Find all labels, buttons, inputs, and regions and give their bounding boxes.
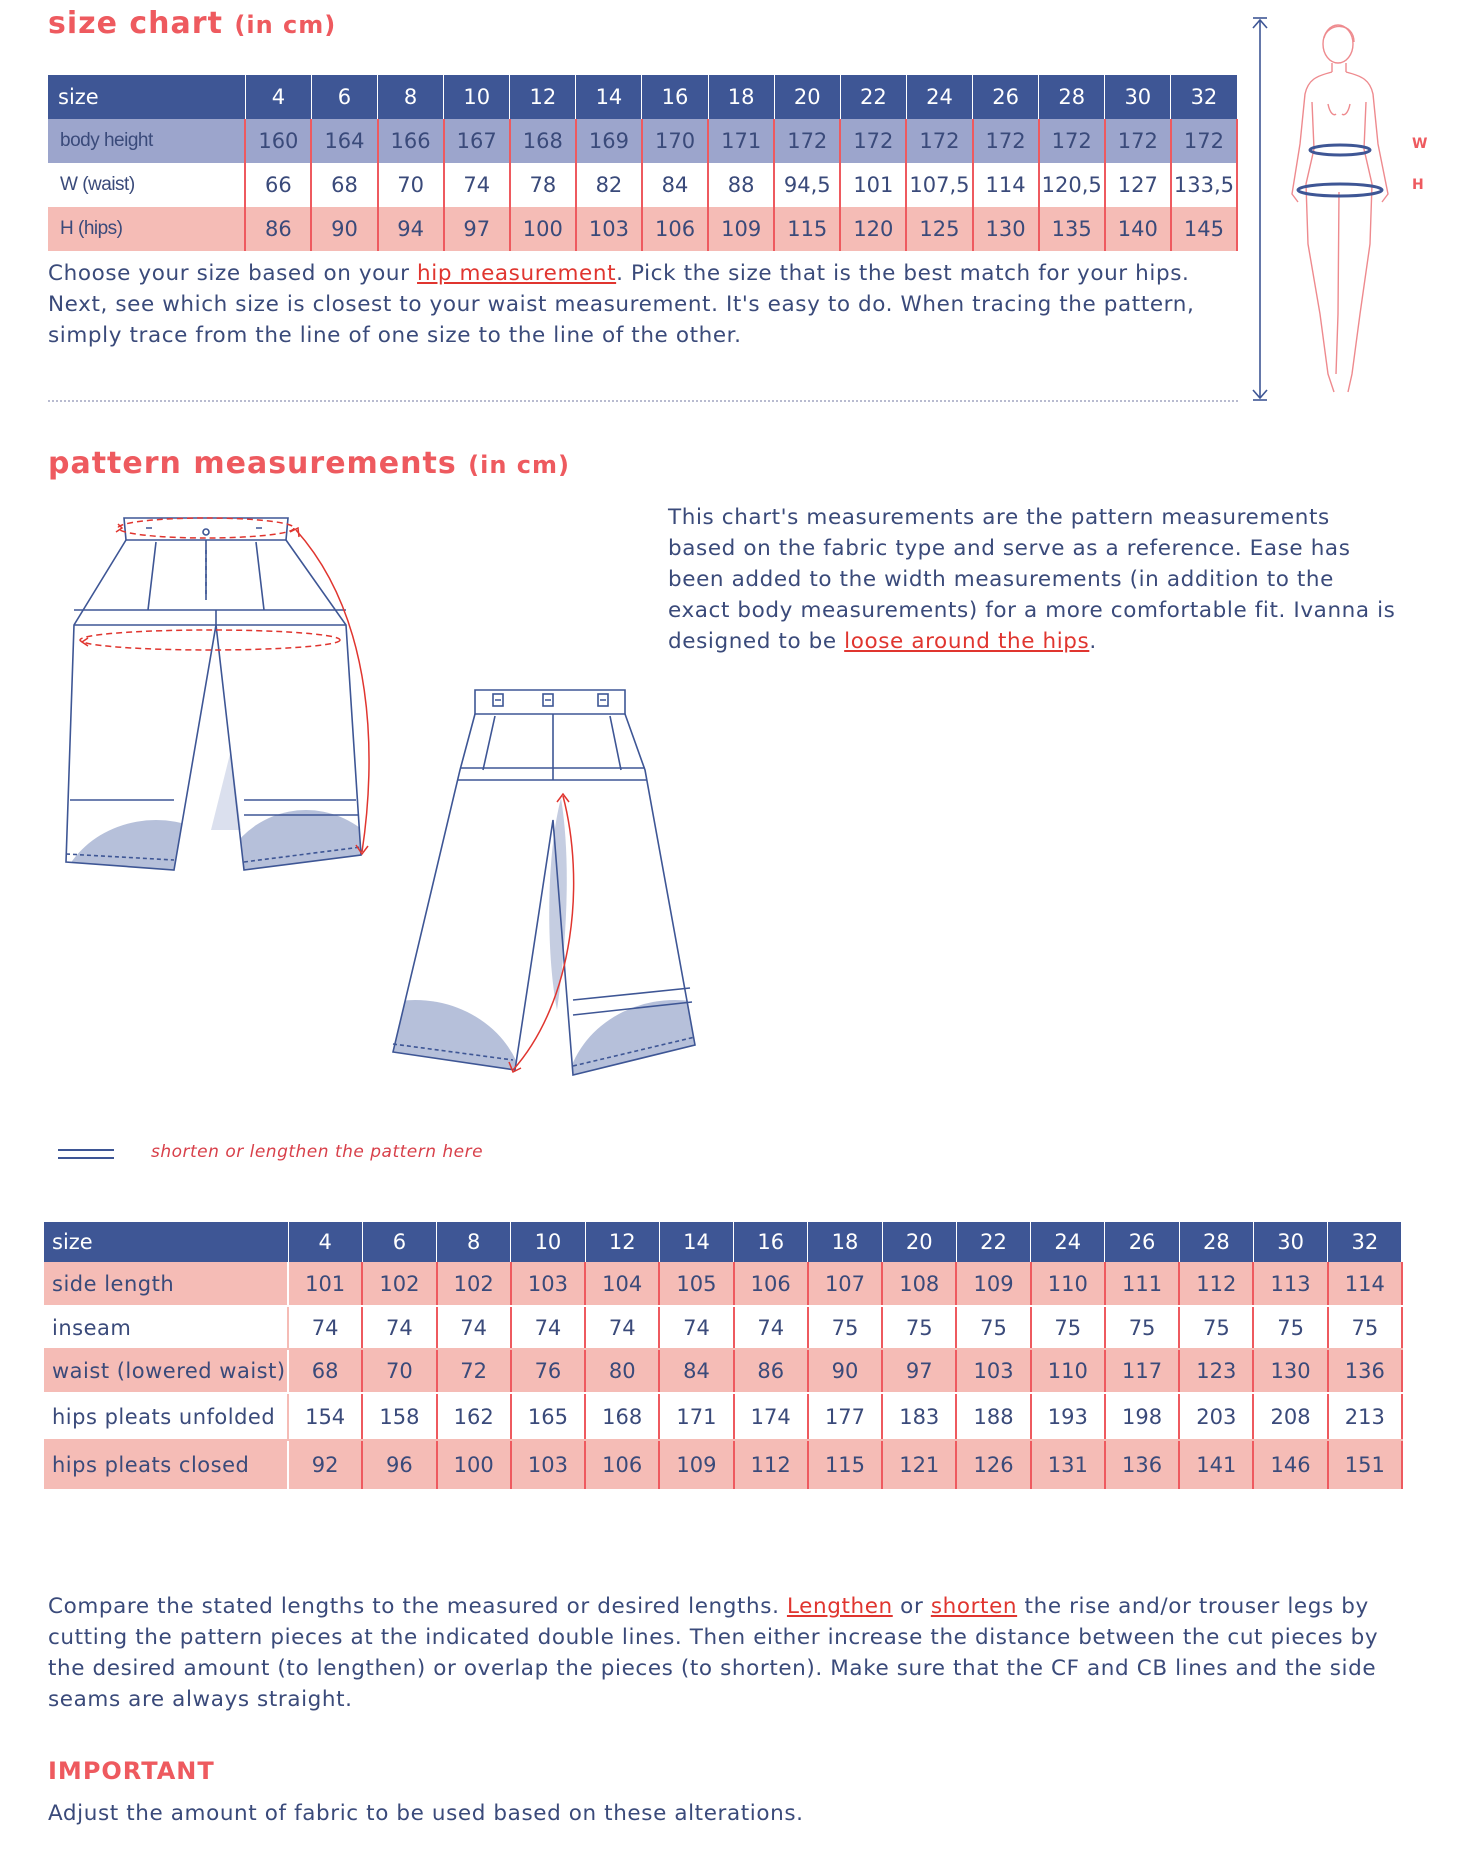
size-note-text-a: Choose your size based on your — [48, 261, 418, 286]
pattern-value-cell: 126 — [956, 1440, 1030, 1490]
hip-measurement-link[interactable]: hip measurement — [417, 261, 617, 286]
pattern-value-cell: 75 — [1253, 1306, 1327, 1349]
pattern-row — [44, 1440, 1402, 1490]
size-header-cell: 20 — [774, 75, 840, 119]
value-cell: 78 — [510, 163, 576, 207]
size-header-cell: 22 — [840, 75, 906, 119]
pattern-size-header-cell: 6 — [362, 1222, 436, 1262]
pattern-unit: (in cm) — [468, 451, 571, 479]
value-cell: 100 — [510, 207, 576, 251]
pattern-size-header-label: size — [44, 1222, 288, 1262]
value-cell: 115 — [774, 207, 840, 251]
size-header-cell: 16 — [642, 75, 708, 119]
pattern-value-cell: 72 — [437, 1349, 511, 1393]
pattern-value-cell: 86 — [734, 1349, 808, 1393]
pattern-row-label: inseam — [44, 1306, 288, 1349]
value-cell: 103 — [576, 207, 642, 251]
pattern-value-cell: 110 — [1031, 1349, 1105, 1393]
size-header-cell: 6 — [311, 75, 377, 119]
pattern-value-cell: 102 — [362, 1262, 436, 1306]
pattern-value-cell: 80 — [585, 1349, 659, 1393]
trousers-front-illustration — [56, 500, 396, 900]
pattern-value-cell: 141 — [1179, 1440, 1253, 1490]
value-cell: 94 — [378, 207, 444, 251]
value-cell: 145 — [1171, 207, 1237, 251]
pattern-value-cell: 113 — [1253, 1262, 1327, 1306]
pattern-value-cell: 103 — [511, 1262, 585, 1306]
pattern-value-cell: 158 — [362, 1393, 436, 1440]
pattern-size-header-cell: 12 — [585, 1222, 659, 1262]
pattern-value-cell: 213 — [1328, 1393, 1402, 1440]
pattern-row-label: side length — [44, 1262, 288, 1306]
value-cell: 171 — [708, 119, 774, 163]
pattern-value-cell: 123 — [1179, 1349, 1253, 1393]
pattern-value-cell: 112 — [734, 1440, 808, 1490]
pattern-value-cell: 130 — [1253, 1349, 1327, 1393]
pattern-value-cell: 171 — [659, 1393, 733, 1440]
pattern-desc-text-b: . — [1089, 629, 1097, 654]
pattern-value-cell: 183 — [882, 1393, 956, 1440]
pattern-value-cell: 90 — [808, 1349, 882, 1393]
pattern-value-cell: 193 — [1031, 1393, 1105, 1440]
pattern-value-cell: 111 — [1105, 1262, 1179, 1306]
pattern-size-header-cell: 4 — [288, 1222, 362, 1262]
size-header-cell: 32 — [1171, 75, 1237, 119]
pattern-size-header-cell: 28 — [1179, 1222, 1253, 1262]
pattern-row-label: hips pleats closed — [44, 1440, 288, 1490]
pattern-value-cell: 108 — [882, 1262, 956, 1306]
pattern-value-cell: 74 — [288, 1306, 362, 1349]
pattern-value-cell: 102 — [437, 1262, 511, 1306]
pattern-value-cell: 74 — [734, 1306, 808, 1349]
value-cell: 88 — [708, 163, 774, 207]
pattern-value-cell: 146 — [1253, 1440, 1327, 1490]
pattern-size-header-cell: 8 — [437, 1222, 511, 1262]
size-header-cell: 14 — [576, 75, 642, 119]
shorten-link[interactable]: shorten — [930, 1594, 1018, 1619]
pattern-value-cell: 75 — [1031, 1306, 1105, 1349]
pattern-value-cell: 208 — [1253, 1393, 1327, 1440]
value-cell: 94,5 — [774, 163, 840, 207]
pattern-value-cell: 110 — [1031, 1262, 1105, 1306]
pattern-value-cell: 115 — [808, 1440, 882, 1490]
lengthen-link[interactable]: Lengthen — [786, 1594, 893, 1619]
value-cell: 133,5 — [1171, 163, 1237, 207]
value-cell: 70 — [378, 163, 444, 207]
pattern-measurements-table — [44, 1222, 1403, 1491]
pattern-value-cell: 154 — [288, 1393, 362, 1440]
pattern-value-cell: 109 — [956, 1262, 1030, 1306]
pattern-value-cell: 136 — [1105, 1440, 1179, 1490]
value-cell: 172 — [973, 119, 1039, 163]
pattern-value-cell: 109 — [659, 1440, 733, 1490]
pattern-value-cell: 74 — [437, 1306, 511, 1349]
waist-marker-label: W — [1412, 136, 1428, 152]
pattern-value-cell: 136 — [1328, 1349, 1402, 1393]
trousers-back-illustration — [385, 680, 725, 1080]
value-cell: 114 — [973, 163, 1039, 207]
legend-caption: shorten or lengthen the pattern here — [151, 1142, 484, 1162]
hips-marker-icon — [1298, 184, 1382, 196]
size-chart-title — [48, 6, 336, 41]
instructions-text-a: Compare the stated lengths to the measured or desired lengths. — [48, 1594, 787, 1619]
size-header-label: size — [48, 75, 245, 119]
pattern-value-cell: 106 — [585, 1440, 659, 1490]
value-cell: 66 — [245, 163, 311, 207]
pattern-value-cell: 165 — [511, 1393, 585, 1440]
size-header-cell: 18 — [708, 75, 774, 119]
pattern-row — [44, 1306, 1402, 1349]
pattern-value-cell: 68 — [288, 1349, 362, 1393]
waist-marker-icon — [1310, 145, 1370, 155]
value-cell: 120 — [840, 207, 906, 251]
double-line-icon — [58, 1147, 114, 1161]
pattern-value-cell: 188 — [956, 1393, 1030, 1440]
value-cell: 172 — [840, 119, 906, 163]
row-label: body height — [48, 119, 245, 163]
pattern-value-cell: 203 — [1179, 1393, 1253, 1440]
instructions-text-b: or — [892, 1594, 931, 1619]
pattern-value-cell: 198 — [1105, 1393, 1179, 1440]
pattern-value-cell: 103 — [956, 1349, 1030, 1393]
value-cell: 90 — [311, 207, 377, 251]
pattern-value-cell: 75 — [1328, 1306, 1402, 1349]
pattern-size-header-cell: 24 — [1031, 1222, 1105, 1262]
value-cell: 172 — [1171, 119, 1237, 163]
pattern-size-header-cell: 22 — [956, 1222, 1030, 1262]
size-chart-note — [48, 258, 1248, 351]
size-note-text-b: . Pick the size that is the best match for your hips. Next, see which size is closest to your waist measurement. It's easy to do. When tracing the pattern, simply trace from the line of one size to the line of the other. — [48, 261, 1195, 348]
pattern-value-cell: 101 — [288, 1262, 362, 1306]
pattern-value-cell: 151 — [1328, 1440, 1402, 1490]
pattern-value-cell: 74 — [362, 1306, 436, 1349]
pattern-size-header-cell: 30 — [1253, 1222, 1327, 1262]
size-header-cell: 10 — [444, 75, 510, 119]
pattern-title-text: pattern measurements — [48, 446, 457, 481]
value-cell: 84 — [642, 163, 708, 207]
value-cell: 82 — [576, 163, 642, 207]
pattern-size-header-cell: 10 — [511, 1222, 585, 1262]
value-cell: 172 — [1039, 119, 1105, 163]
pattern-value-cell: 131 — [1031, 1440, 1105, 1490]
value-cell: 135 — [1039, 207, 1105, 251]
value-cell: 68 — [311, 163, 377, 207]
pattern-value-cell: 112 — [1179, 1262, 1253, 1306]
pattern-value-cell: 75 — [1105, 1306, 1179, 1349]
size-header-cell: 28 — [1039, 75, 1105, 119]
value-cell: 97 — [444, 207, 510, 251]
value-cell: 164 — [311, 119, 377, 163]
hips-marker-label: H — [1412, 177, 1424, 193]
value-cell: 168 — [510, 119, 576, 163]
pattern-size-header-cell: 14 — [659, 1222, 733, 1262]
pattern-row — [44, 1393, 1402, 1440]
pattern-value-cell: 117 — [1105, 1349, 1179, 1393]
body-figure — [1250, 14, 1450, 406]
pattern-size-header-cell: 20 — [882, 1222, 956, 1262]
pattern-value-cell: 106 — [734, 1262, 808, 1306]
size-header-cell: 26 — [973, 75, 1039, 119]
instructions-text-c: the rise and/or trouser legs by cutting the pattern pieces at the indicated double lines. Then either increase the distance between the cut pieces by the desired amount (to lengthen) or overlap the pieces (to shorten). Make sure that the CF and CB lines and the side seams are always straight. — [48, 1594, 1379, 1712]
pattern-value-cell: 75 — [882, 1306, 956, 1349]
pattern-value-cell: 105 — [659, 1262, 733, 1306]
value-cell: 130 — [973, 207, 1039, 251]
row-label: H (hips) — [48, 207, 245, 251]
pattern-header-row — [44, 1222, 1402, 1262]
pattern-value-cell: 104 — [585, 1262, 659, 1306]
pattern-value-cell: 75 — [808, 1306, 882, 1349]
pattern-size-header-cell: 32 — [1328, 1222, 1402, 1262]
value-cell: 86 — [245, 207, 311, 251]
size-chart-row — [48, 207, 1237, 251]
size-header-cell: 8 — [378, 75, 444, 119]
pattern-value-cell: 114 — [1328, 1262, 1402, 1306]
value-cell: 172 — [906, 119, 972, 163]
pattern-value-cell: 92 — [288, 1440, 362, 1490]
pattern-value-cell: 174 — [734, 1393, 808, 1440]
size-chart-header-row — [48, 75, 1237, 119]
size-header-cell: 4 — [245, 75, 311, 119]
value-cell: 166 — [378, 119, 444, 163]
pattern-title — [48, 446, 570, 481]
pattern-value-cell: 177 — [808, 1393, 882, 1440]
value-cell: 167 — [444, 119, 510, 163]
value-cell: 125 — [906, 207, 972, 251]
value-cell: 106 — [642, 207, 708, 251]
pattern-value-cell: 121 — [882, 1440, 956, 1490]
important-heading: IMPORTANT — [48, 1757, 215, 1785]
value-cell: 107,5 — [906, 163, 972, 207]
section-divider — [48, 400, 1238, 402]
pattern-value-cell: 162 — [437, 1393, 511, 1440]
size-header-cell: 30 — [1105, 75, 1171, 119]
pattern-value-cell: 70 — [362, 1349, 436, 1393]
pattern-row — [44, 1262, 1402, 1306]
value-cell: 160 — [245, 119, 311, 163]
value-cell: 127 — [1105, 163, 1171, 207]
woman-silhouette-icon — [1292, 25, 1388, 392]
value-cell: 140 — [1105, 207, 1171, 251]
pattern-value-cell: 107 — [808, 1262, 882, 1306]
pattern-value-cell: 74 — [511, 1306, 585, 1349]
value-cell: 170 — [642, 119, 708, 163]
pattern-value-cell: 103 — [511, 1440, 585, 1490]
size-header-cell: 24 — [906, 75, 972, 119]
pattern-size-header-cell: 26 — [1105, 1222, 1179, 1262]
pattern-row-label: hips pleats unfolded — [44, 1393, 288, 1440]
value-cell: 120,5 — [1039, 163, 1105, 207]
pattern-value-cell: 74 — [585, 1306, 659, 1349]
pattern-description — [668, 502, 1400, 657]
pattern-value-cell: 74 — [659, 1306, 733, 1349]
size-chart-table — [48, 75, 1238, 251]
pattern-desc-text-a: This chart's measurements are the pattern measurements based on the fabric type and serve as a reference. Ease has been added to the width measurements (in addition to the exact body measurements) for a more comfortable fit. Ivanna is designed to be — [668, 505, 1396, 654]
pattern-size-header-cell: 18 — [808, 1222, 882, 1262]
value-cell: 74 — [444, 163, 510, 207]
value-cell: 169 — [576, 119, 642, 163]
pattern-row-label: waist (lowered waist) — [44, 1349, 288, 1393]
size-chart-row — [48, 163, 1237, 207]
instructions-paragraph — [48, 1591, 1408, 1715]
row-label: W (waist) — [48, 163, 245, 207]
pattern-value-cell: 75 — [956, 1306, 1030, 1349]
pattern-value-cell: 84 — [659, 1349, 733, 1393]
pattern-value-cell: 96 — [362, 1440, 436, 1490]
pattern-value-cell: 97 — [882, 1349, 956, 1393]
value-cell: 109 — [708, 207, 774, 251]
size-header-cell: 12 — [510, 75, 576, 119]
height-measure-line-icon — [1253, 18, 1267, 400]
size-chart-title-text: size chart — [48, 6, 223, 41]
important-text: Adjust the amount of fabric to be used based on these alterations. — [48, 1801, 804, 1826]
pattern-value-cell: 168 — [585, 1393, 659, 1440]
pattern-row — [44, 1349, 1402, 1393]
pattern-value-cell: 100 — [437, 1440, 511, 1490]
size-chart-unit: (in cm) — [234, 11, 337, 39]
size-chart-row — [48, 119, 1237, 163]
pattern-size-header-cell: 16 — [734, 1222, 808, 1262]
loose-around-hips-link[interactable]: loose around the hips — [844, 629, 1090, 654]
value-cell: 172 — [774, 119, 840, 163]
pattern-value-cell: 75 — [1179, 1306, 1253, 1349]
pattern-value-cell: 76 — [511, 1349, 585, 1393]
value-cell: 101 — [840, 163, 906, 207]
value-cell: 172 — [1105, 119, 1171, 163]
